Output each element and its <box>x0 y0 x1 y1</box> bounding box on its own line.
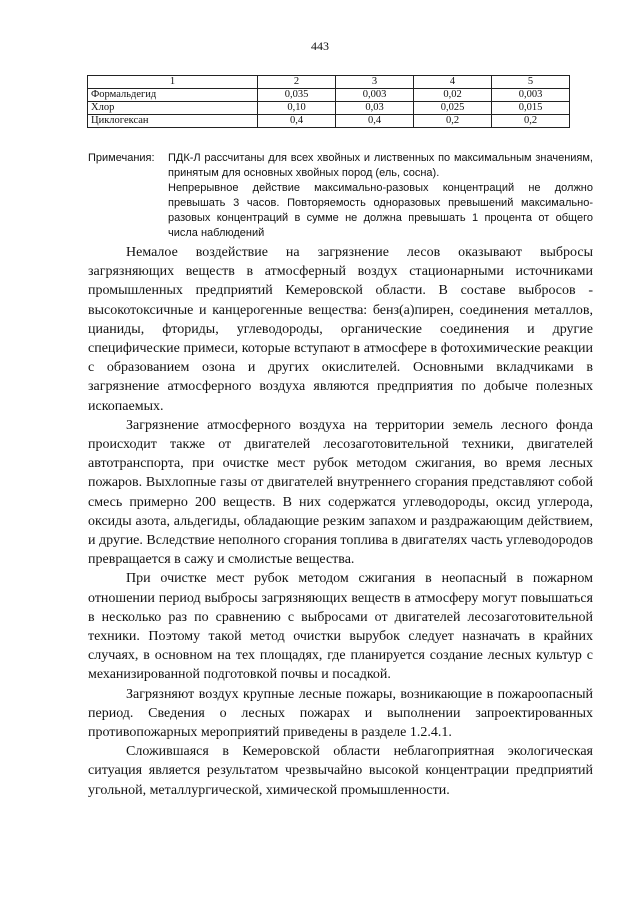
note-second: Непрерывное действие максимально-разовых концентраций не должно превышать 3 часов. Повторяемость одноразовых превышений максимально-разовых концентраций в сумме не должна превышать 1 процента от общего числа наблюдений <box>168 182 593 239</box>
table-cell: 0,003 <box>492 89 570 102</box>
page-number: 443 <box>311 39 329 53</box>
table-cell-substance: Формальдегид <box>88 89 258 102</box>
table-header-row <box>88 76 570 89</box>
paragraph: Загрязняют воздух крупные лесные пожары, возникающие в пожароопасный период. Сведения о лесных пожарах и выполнении запроектированных противопожарных мероприятий приведены в разделе 1.2.4.1. <box>88 686 593 741</box>
table-cell: 0,025 <box>414 102 492 115</box>
table-header-cell: 3 <box>336 76 414 89</box>
body-text <box>88 243 593 800</box>
table-header-cell: 2 <box>258 76 336 89</box>
table-cell: 0,015 <box>492 102 570 115</box>
table-header-cell: 4 <box>414 76 492 89</box>
table-row <box>88 89 570 102</box>
table-cell: 0,10 <box>258 102 336 115</box>
table-cell: 0,4 <box>258 115 336 128</box>
table-row <box>88 102 570 115</box>
table-cell: 0,03 <box>336 102 414 115</box>
table-row <box>88 115 570 128</box>
table-cell: 0,003 <box>336 89 414 102</box>
table-header-cell: 1 <box>88 76 258 89</box>
note-first: ПДК-Л рассчитаны для всех хвойных и лиственных по максимальным значениям, принятым для основных хвойных пород (ель, сосна). <box>168 152 593 179</box>
paragraph: Сложившаяся в Кемеровской области неблагоприятная экологическая ситуация является результатом чрезвычайно высокой концентрации предприятий угольной, металлургической, химической промышленности. <box>88 744 593 798</box>
paragraph: Загрязнение атмосферного воздуха на территории земель лесного фонда происходит также от двигателей лесозаготовительной техники, двигателей автотранспорта, при очистке мест рубок методом сжигания, во время лесных пожаров. Выхлопные газы от двигателей внутреннего сгорания представляют собой смесь примерно 200 веществ. В них содержатся углеводороды, оксид углерода, оксиды азота, альдегиды, обладающие резким запахом и раздражающим действием, и другие. Вследствие неполного сгорания топлива в двигателях часть углеводородов превращается в сажу и смолистые вещества. <box>88 417 593 568</box>
table-cell-substance: Циклогексан <box>88 115 258 128</box>
table-cell: 0,2 <box>414 115 492 128</box>
table-cell: 0,4 <box>336 115 414 128</box>
paragraph: При очистке мест рубок методом сжигания в неопасный в пожарном отношении период выбросы загрязняющих веществ в атмосферу могут повышаться в несколько раз по сравнению с выбросами от двигателей лесозаготовительной техники. Поэтому такой метод очистки вырубок следует назначать в крайних случаях, в основном на тех площадях, где планируется создание лесных культур с механизированной подготовкой почвы и посадкой. <box>88 571 593 683</box>
notes-label: Примечания: <box>88 152 155 164</box>
table-header-cell: 5 <box>492 76 570 89</box>
table-cell: 0,2 <box>492 115 570 128</box>
paragraph: Немалое воздействие на загрязнение лесов оказывают выбросы загрязняющих веществ в атмосферный воздух стационарными источниками промышленных предприятий Кемеровской области. В составе выбросов - высокотоксичные и канцерогенные вещества: бенз(а)пирен, соединения металлов, цианиды, фториды, углеводороды, органические соединения и другие специфические примеси, которые вступают в атмосфере в фотохимические реакции с образованием озона и других окислителей. Основными вкладчиками в загрязнение атмосферного воздуха являются предприятия по добыче полезных ископаемых. <box>88 245 593 414</box>
table-cell: 0,035 <box>258 89 336 102</box>
table-notes <box>88 151 593 241</box>
table-cell: 0,02 <box>414 89 492 102</box>
table-cell-substance: Хлор <box>88 102 258 115</box>
pollutant-table <box>87 75 570 128</box>
